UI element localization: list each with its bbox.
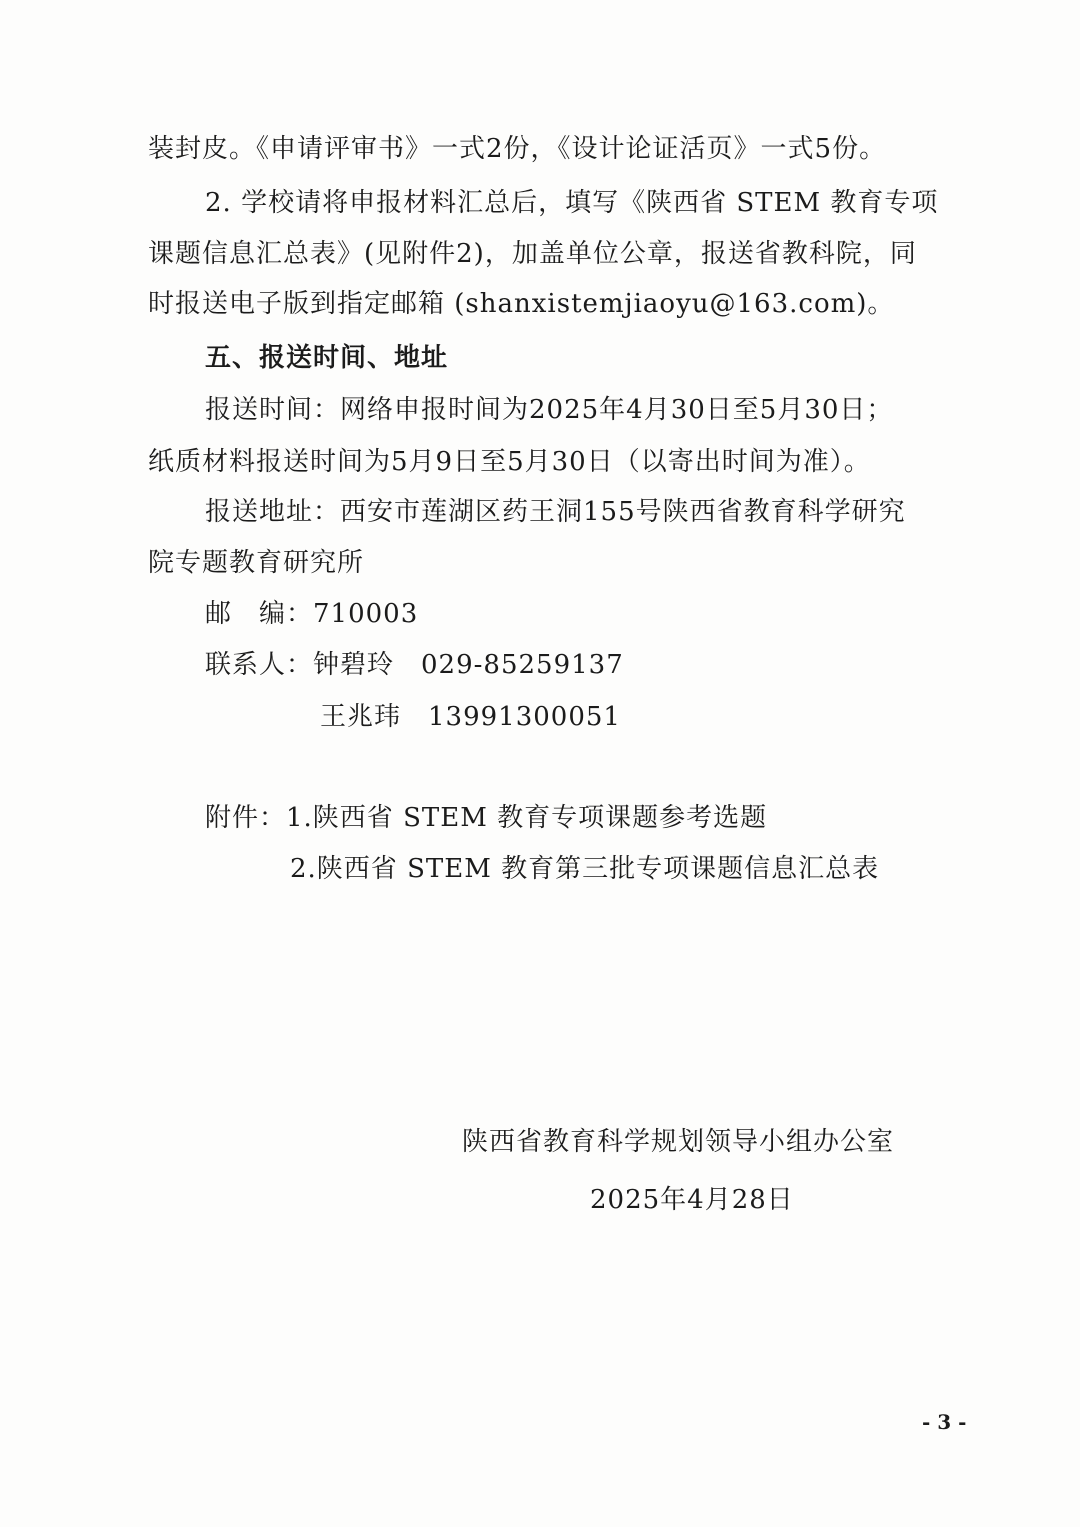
paragraph-line-3: 课题信息汇总表》(见附件2)，加盖单位公章，报送省教科院，同 xyxy=(148,239,917,269)
attachment-line-2: 2.陕西省 STEM 教育第三批专项课题信息汇总表 xyxy=(290,854,880,884)
paragraph-line-1: 装封皮。《申请评审书》一式2份，《设计论证活页》一式5份。 xyxy=(148,134,887,164)
postal-code-line: 邮 编：710003 xyxy=(205,599,419,629)
issuer-name: 陕西省教育科学规划领导小组办公室 xyxy=(462,1127,895,1157)
section-heading: 五、报送时间、地址 xyxy=(205,343,449,373)
paragraph-line-8: 报送地址：西安市莲湖区药王洞155号陕西省教育科学研究 xyxy=(205,497,906,527)
paragraph-line-6: 报送时间：网络申报时间为2025年4月30日至5月30日； xyxy=(205,395,894,425)
contact-line-2: 王兆玮 13991300051 xyxy=(320,702,621,732)
attachment-line-1: 附件：1.陕西省 STEM 教育专项课题参考选题 xyxy=(205,803,768,833)
issue-date: 2025年4月28日 xyxy=(590,1185,794,1215)
paragraph-line-9: 院专题教育研究所 xyxy=(148,548,365,578)
paragraph-line-2: 2. 学校请将申报材料汇总后，填写《陕西省 STEM 教育专项 xyxy=(205,188,939,218)
contact-line-1: 联系人：钟碧玲 029-85259137 xyxy=(205,650,624,680)
page-number: - 3 - xyxy=(922,1410,967,1434)
paragraph-line-7: 纸质材料报送时间为5月9日至5月30日（以寄出时间为准）。 xyxy=(148,447,871,477)
paragraph-line-4: 时报送电子版到指定邮箱 (shanxistemjiaoyu@163.com)。 xyxy=(148,289,895,319)
